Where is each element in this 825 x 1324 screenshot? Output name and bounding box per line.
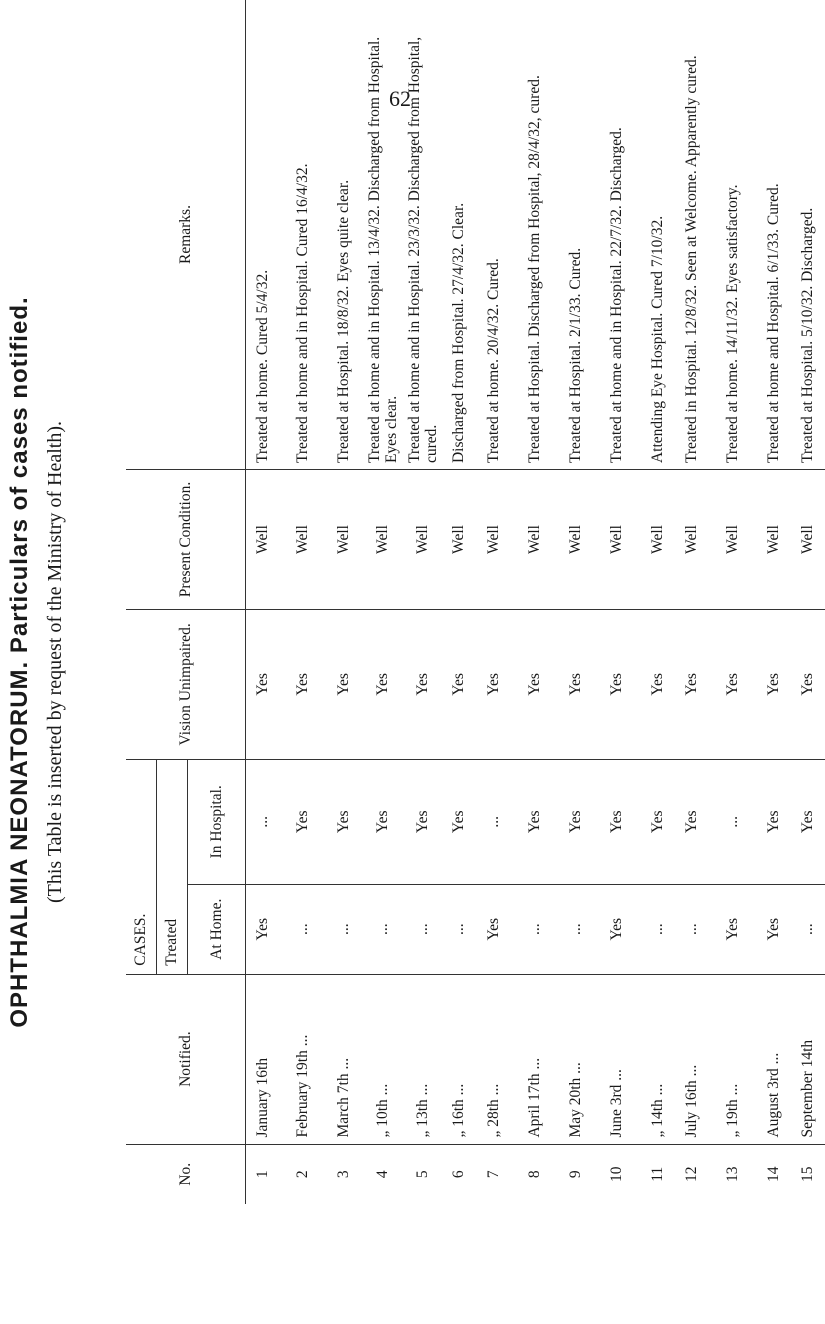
notified-date: August 3rd ... — [757, 974, 791, 1144]
vision-unimpaired: Yes — [279, 609, 327, 759]
header-cases: CASES. — [126, 759, 157, 974]
treated-in-hospital: Yes — [511, 759, 559, 884]
vision-unimpaired: Yes — [360, 609, 406, 759]
row-number: 3 — [327, 1144, 360, 1204]
present-condition: Well — [641, 470, 675, 610]
present-condition: Well — [757, 470, 791, 610]
treated-at-home: ... — [675, 884, 709, 974]
row-number: 8 — [511, 1144, 559, 1204]
present-condition: Well — [593, 470, 641, 610]
remarks: Attending Eye Hospital. Cured 7/10/32. — [649, 215, 667, 464]
remarks: Treated at Hospital. Discharged from Hospital, 28/4/32, cured. — [526, 75, 544, 464]
treated-at-home: Yes — [757, 884, 791, 974]
table-row — [279, 0, 327, 1204]
treated-in-hospital: Yes — [441, 759, 477, 884]
treated-in-hospital: Yes — [641, 759, 675, 884]
vision-unimpaired: Yes — [327, 609, 360, 759]
header-vision: Vision Unimpaired. — [126, 609, 246, 759]
vision-unimpaired: Yes — [709, 609, 757, 759]
remarks: Treated at home. Cured 5/4/32. — [253, 269, 271, 464]
notified-date: „ 13th ... — [406, 974, 441, 1144]
row-number: 13 — [709, 1144, 757, 1204]
treated-in-hospital: Yes — [279, 759, 327, 884]
vision-unimpaired: Yes — [246, 609, 279, 759]
remarks: Treated at Hospital. 2/1/33. Cured. — [567, 247, 585, 464]
remarks: Discharged from Hospital. 27/4/32. Clear. — [450, 202, 468, 464]
present-condition: Well — [675, 470, 709, 610]
treated-in-hospital: Yes — [360, 759, 406, 884]
vision-unimpaired: Yes — [791, 609, 825, 759]
vision-unimpaired: Yes — [511, 609, 559, 759]
treated-at-home: ... — [791, 884, 825, 974]
page-number: 62 — [389, 86, 411, 111]
notified-date: „ 19th ... — [709, 974, 757, 1144]
remarks: Treated at home. 20/4/32. Cured. — [485, 258, 503, 464]
notified-date: April 17th ... — [511, 974, 559, 1144]
present-condition: Well — [477, 470, 511, 610]
header-notified: Notified. — [126, 974, 246, 1144]
treated-in-hospital: ... — [477, 759, 511, 884]
table-row — [709, 0, 757, 1204]
treated-at-home: ... — [279, 884, 327, 974]
header-treated: Treated — [157, 759, 188, 974]
header-in-hospital: In Hospital. — [188, 759, 246, 884]
table-row — [360, 0, 406, 1204]
vision-unimpaired: Yes — [441, 609, 477, 759]
table-row — [327, 0, 360, 1204]
row-number: 9 — [559, 1144, 593, 1204]
vision-unimpaired: Yes — [675, 609, 709, 759]
remarks: Treated at home and in Hospital. 22/7/32. Discharged. — [608, 127, 626, 464]
row-number: 5 — [406, 1144, 441, 1204]
row-number: 15 — [791, 1144, 825, 1204]
remarks: Treated at home. 14/11/32. Eyes satisfactory. — [724, 184, 742, 464]
cases-table — [126, 0, 825, 1204]
remarks: Treated at home and in Hospital. Cured 16/4/32. — [294, 163, 312, 464]
remarks: Treated in Hospital. 12/8/32. Seen at Welcome. Apparently cured. — [683, 55, 701, 464]
remarks: Treated at home and in Hospital. 13/4/32. Discharged from Hospital. Eyes clear. — [365, 36, 400, 464]
table-row — [441, 0, 477, 1204]
treated-in-hospital: Yes — [327, 759, 360, 884]
remarks: Treated at home and in Hospital. 23/3/32. Discharged from Hospital, cured. — [406, 36, 441, 464]
vision-unimpaired: Yes — [641, 609, 675, 759]
row-number: 6 — [441, 1144, 477, 1204]
present-condition: Well — [406, 470, 441, 610]
treated-in-hospital: Yes — [757, 759, 791, 884]
present-condition: Well — [559, 470, 593, 610]
present-condition: Well — [246, 470, 279, 610]
row-number: 7 — [477, 1144, 511, 1204]
header-present-condition: Present Condition. — [126, 470, 246, 610]
notified-date: June 3rd ... — [593, 974, 641, 1144]
notified-date: September 14th — [791, 974, 825, 1144]
treated-at-home: ... — [327, 884, 360, 974]
table-row — [675, 0, 709, 1204]
row-number: 11 — [641, 1144, 675, 1204]
notified-date: March 7th ... — [327, 974, 360, 1144]
header-no: No. — [126, 1144, 246, 1204]
vision-unimpaired: Yes — [757, 609, 791, 759]
notified-date: January 16th — [246, 974, 279, 1144]
remarks: Treated at home and Hospital. 6/1/33. Cured. — [765, 183, 783, 464]
remarks: Treated at Hospital. 5/10/32. Discharged. — [799, 207, 817, 464]
table-row — [477, 0, 511, 1204]
table-row — [641, 0, 675, 1204]
present-condition: Well — [360, 470, 406, 610]
notified-date: „ 28th ... — [477, 974, 511, 1144]
treated-at-home: ... — [511, 884, 559, 974]
notified-date: „ 16th ... — [441, 974, 477, 1144]
row-number: 2 — [279, 1144, 327, 1204]
table-row — [791, 0, 825, 1204]
table-body — [246, 0, 825, 1204]
vision-unimpaired: Yes — [406, 609, 441, 759]
table-row — [246, 0, 279, 1204]
treated-at-home: ... — [406, 884, 441, 974]
treated-in-hospital: ... — [709, 759, 757, 884]
treated-in-hospital: Yes — [791, 759, 825, 884]
table-row — [406, 0, 441, 1204]
present-condition: Well — [279, 470, 327, 610]
vision-unimpaired: Yes — [477, 609, 511, 759]
row-number: 14 — [757, 1144, 791, 1204]
treated-at-home: ... — [641, 884, 675, 974]
notified-date: May 20th ... — [559, 974, 593, 1144]
table-row — [757, 0, 791, 1204]
treated-at-home: Yes — [477, 884, 511, 974]
row-number: 12 — [675, 1144, 709, 1204]
present-condition: Well — [709, 470, 757, 610]
treated-at-home: Yes — [593, 884, 641, 974]
row-number: 1 — [246, 1144, 279, 1204]
table-title: OPHTHALMIA NEONATORUM. Particulars of cases notified. — [6, 296, 33, 1028]
treated-in-hospital: Yes — [593, 759, 641, 884]
notified-date: „ 14th ... — [641, 974, 675, 1144]
treated-at-home: Yes — [709, 884, 757, 974]
present-condition: Well — [327, 470, 360, 610]
vision-unimpaired: Yes — [593, 609, 641, 759]
notified-date: July 16th ... — [675, 974, 709, 1144]
notified-date: „ 10th ... — [360, 974, 406, 1144]
treated-at-home: ... — [441, 884, 477, 974]
present-condition: Well — [791, 470, 825, 610]
remarks: Treated at Hospital. 18/8/32. Eyes quite clear. — [334, 179, 352, 464]
present-condition: Well — [511, 470, 559, 610]
treated-at-home: ... — [360, 884, 406, 974]
vision-unimpaired: Yes — [559, 609, 593, 759]
treated-in-hospital: Yes — [406, 759, 441, 884]
header-at-home: At Home. — [188, 884, 246, 974]
notified-date: February 19th ... — [279, 974, 327, 1144]
present-condition: Well — [441, 470, 477, 610]
treated-at-home: ... — [559, 884, 593, 974]
row-number: 10 — [593, 1144, 641, 1204]
table-row — [559, 0, 593, 1204]
treated-at-home: Yes — [246, 884, 279, 974]
treated-in-hospital: Yes — [675, 759, 709, 884]
table-row — [511, 0, 559, 1204]
row-number: 4 — [360, 1144, 406, 1204]
table-row — [593, 0, 641, 1204]
treated-in-hospital: Yes — [559, 759, 593, 884]
treated-in-hospital: ... — [246, 759, 279, 884]
table-subtitle: (This Table is inserted by request of the Ministry of Health). — [44, 421, 66, 904]
header-remarks: Remarks. — [176, 205, 194, 265]
